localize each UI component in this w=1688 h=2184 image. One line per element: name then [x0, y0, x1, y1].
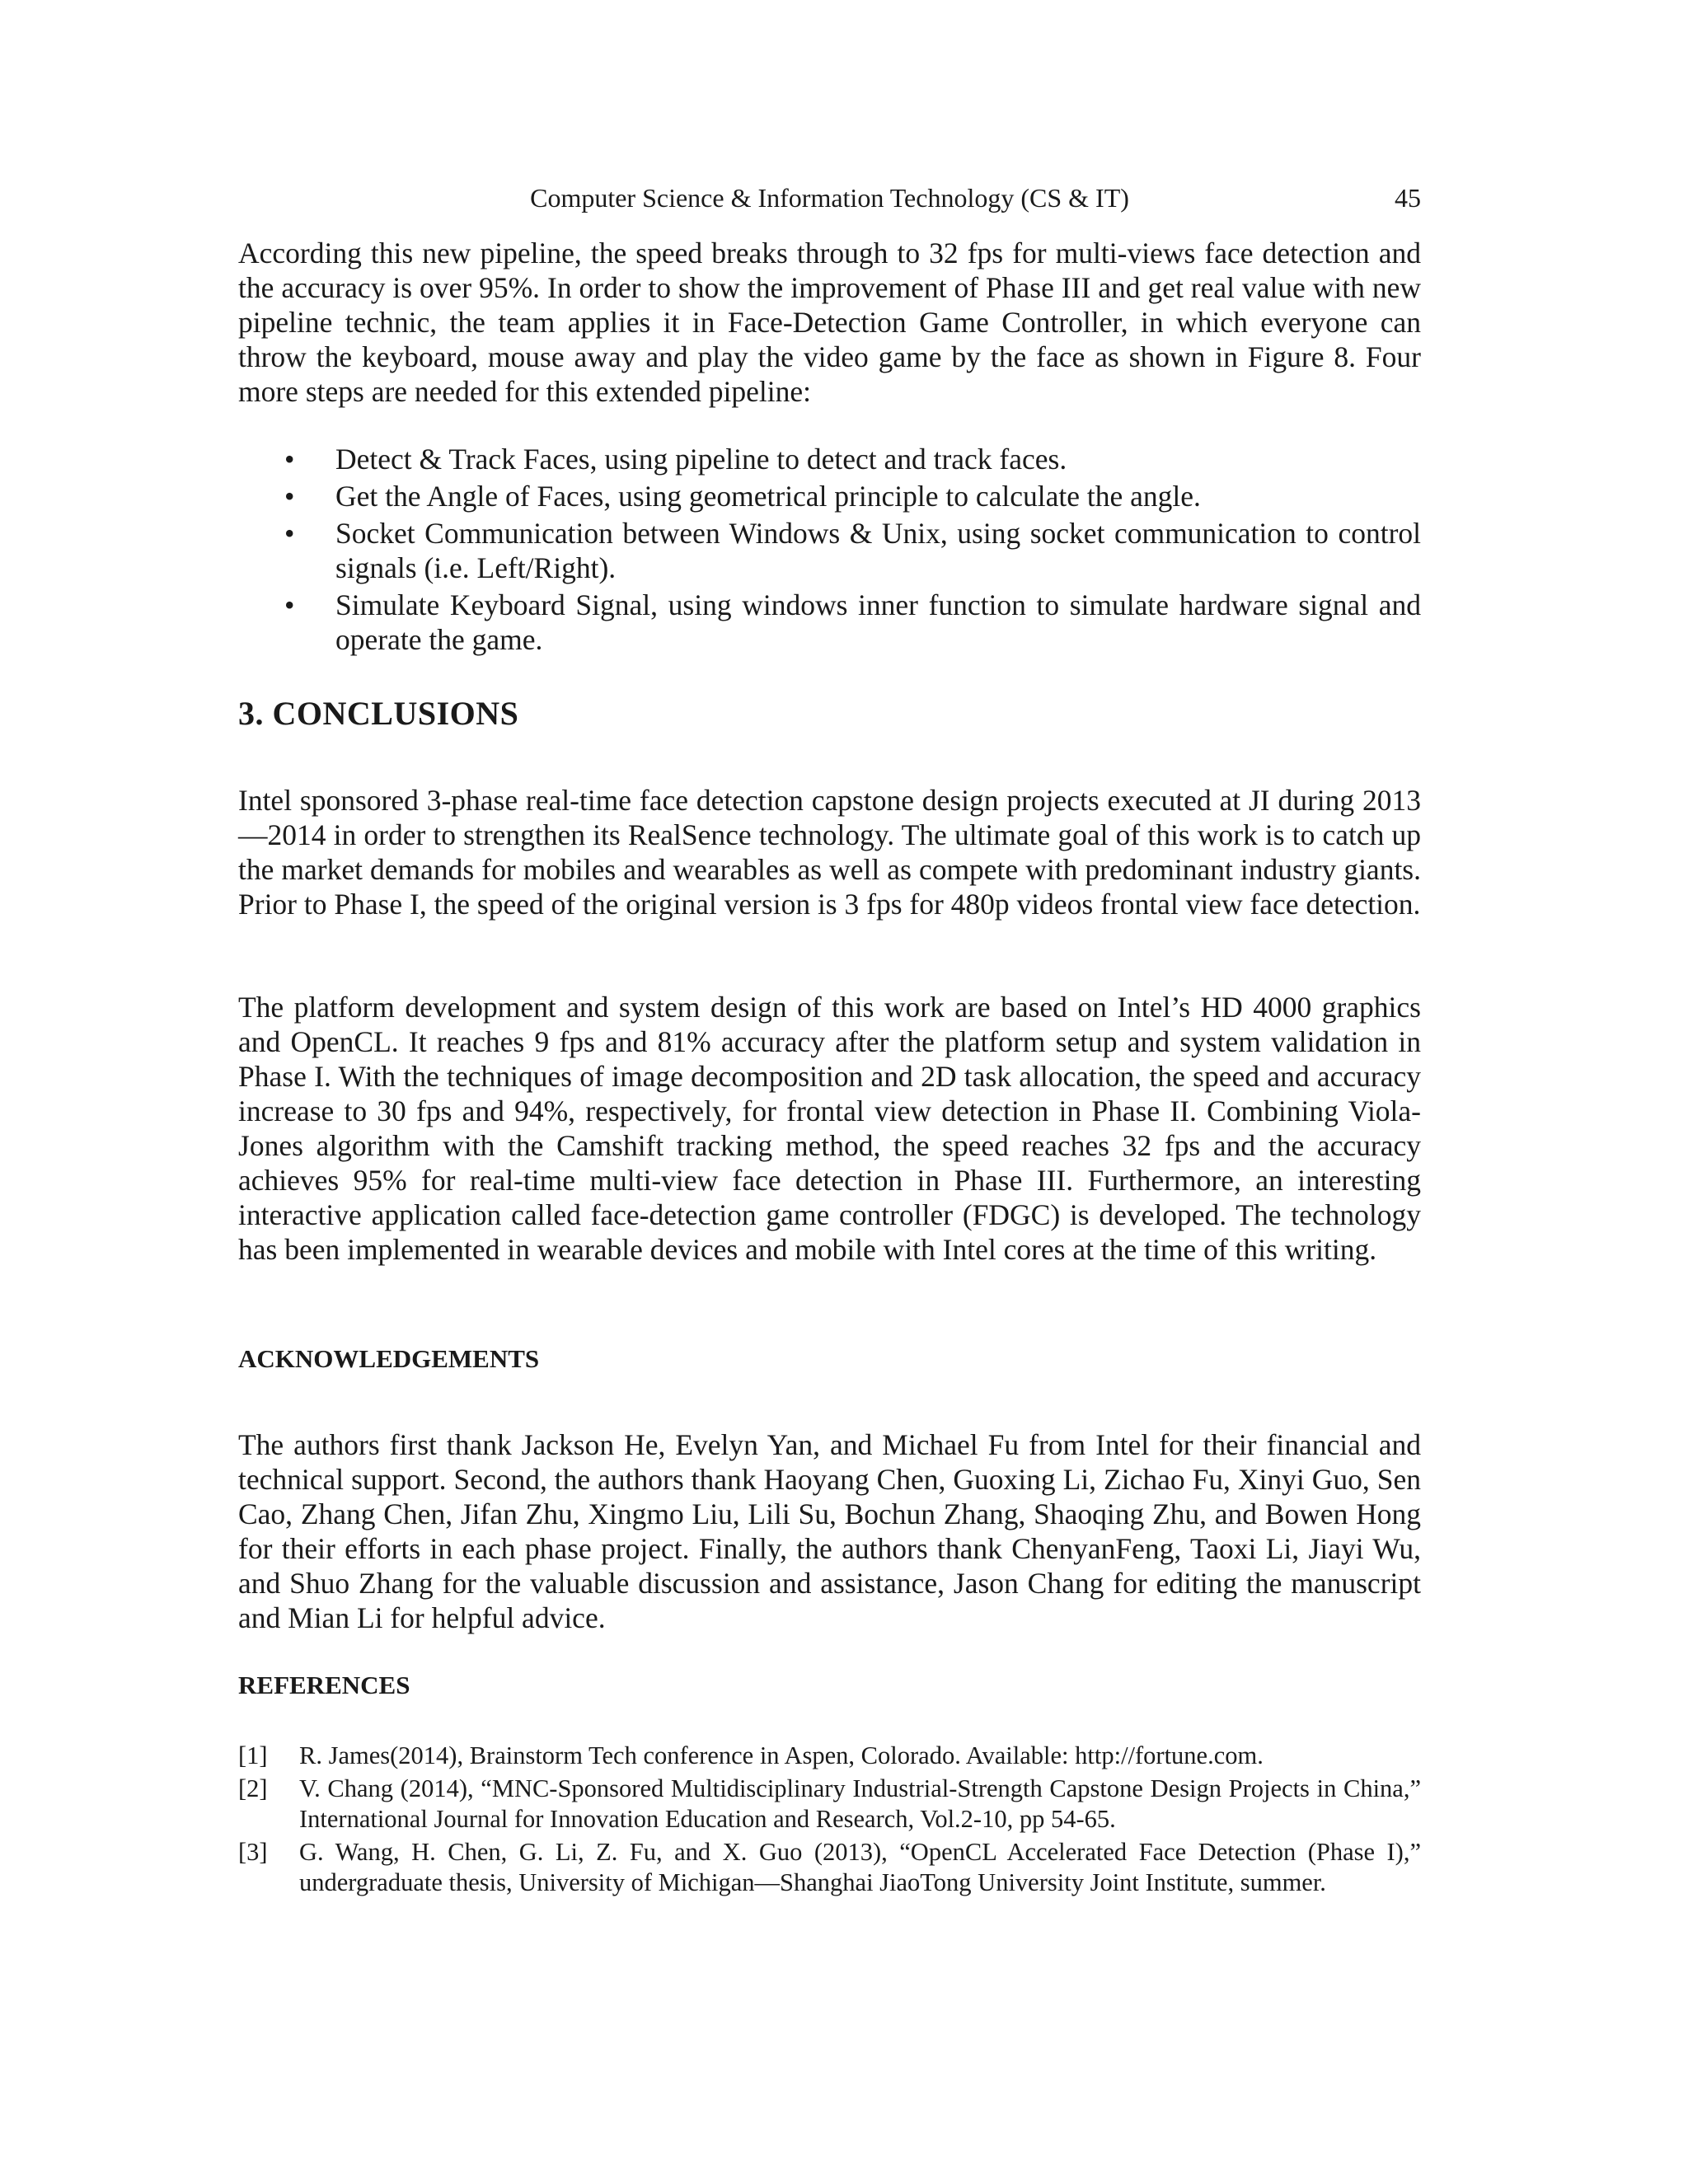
- page-number: 45: [1395, 183, 1421, 213]
- conclusions-block-2: [238, 990, 1421, 1267]
- references-list: [238, 1741, 1421, 1900]
- intro-paragraph: According this new pipeline, the speed breaks through to 32 fps for multi-views face detection and the accuracy is over 95%. In order to show the improvement of Phase III and get real value with new pipeline technic, the team applies it in Face-Detection Game Controller, in which everyone can throw the keyboard, mouse away and play the video game by the face as shown in Figure 8. Four more steps are needed for this extended pipeline:: [238, 237, 1421, 408]
- reference-item: [238, 1774, 1421, 1835]
- reference-text: G. Wang, H. Chen, G. Li, Z. Fu, and X. Guo (2013), “OpenCL Accelerated Face Detection (Phase I),” undergraduate thesis, University of Michigan—Shanghai JiaoTong University Joint Institute, summer.: [299, 1838, 1421, 1896]
- acknowledgements-block: [238, 1427, 1421, 1635]
- reference-number: [1]: [238, 1741, 268, 1769]
- list-item: [238, 442, 1421, 476]
- conclusions-paragraph-1: Intel sponsored 3-phase real-time face detection capstone design projects executed at JI during 2013—2014 in order to strengthen its RealSence technology. The ultimate goal of this work is to catch up the market demands for mobiles and wearables as well as compete with predominant industry giants. Prior to Phase I, the speed of the original version is 3 fps for 480p videos frontal view face detection.: [238, 784, 1421, 921]
- list-item: [238, 479, 1421, 513]
- reference-item: [238, 1837, 1421, 1898]
- list-item-text: Simulate Keyboard Signal, using windows inner function to simulate hardware signal and operate the game.: [335, 588, 1421, 656]
- running-title: Computer Science & Information Technology (CS & IT): [530, 183, 1129, 213]
- conclusions-block: [238, 783, 1421, 921]
- list-item: [238, 516, 1421, 585]
- intro-block: [238, 236, 1421, 409]
- conclusions-paragraph-2: The platform development and system design of this work are based on Intel’s HD 4000 graphics and OpenCL. It reaches 9 fps and 81% accuracy after the platform setup and system validation in Phase I. With the techniques of image decomposition and 2D task allocation, the speed and accuracy increase to 30 fps and 94%, respectively, for frontal view detection in Phase II. Combining Viola-Jones algorithm with the Camshift tracking method, the speed reaches 32 fps and the accuracy achieves 95% for real-time multi-view face detection in Phase III. Furthermore, an interesting interactive application called face-detection game controller (FDGC) is developed. The technology has been implemented in wearable devices and mobile with Intel cores at the time of this writing.: [238, 991, 1421, 1266]
- bullet-icon: •: [284, 588, 295, 621]
- acknowledgements-heading: ACKNOWLEDGEMENTS: [238, 1344, 540, 1373]
- bullet-icon: •: [284, 443, 295, 476]
- list-item-text: Socket Communication between Windows & Unix, using socket communication to control signals (i.e. Left/Right).: [335, 517, 1421, 584]
- list-item-text: Get the Angle of Faces, using geometrical principle to calculate the angle.: [335, 480, 1201, 513]
- list-item-text: Detect & Track Faces, using pipeline to detect and track faces.: [335, 443, 1067, 476]
- acknowledgements-paragraph: The authors first thank Jackson He, Evelyn Yan, and Michael Fu from Intel for their financial and technical support. Second, the authors thank Haoyang Chen, Guoxing Li, Zichao Fu, Xinyi Guo, Sen Cao, Zhang Chen, Jifan Zhu, Xingmo Liu, Lili Su, Bochun Zhang, Shaoqing Zhu, and Bowen Hong for their efforts in each phase project. Finally, the authors thank ChenyanFeng, Taoxi Li, Jiayi Wu, and Shuo Zhang for the valuable discussion and assistance, Jason Chang for editing the manuscript and Mian Li for helpful advice.: [238, 1428, 1421, 1634]
- reference-number: [2]: [238, 1774, 268, 1802]
- running-header: [238, 183, 1421, 216]
- reference-number: [3]: [238, 1838, 268, 1866]
- reference-item: [238, 1741, 1421, 1771]
- reference-text: R. James(2014), Brainstorm Tech conference in Aspen, Colorado. Available: http://fortune.com.: [299, 1741, 1264, 1769]
- reference-text: V. Chang (2014), “MNC-Sponsored Multidisciplinary Industrial-Strength Capstone Design Projects in China,” International Journal for Innovation Education and Research, Vol.2-10, pp 54-65.: [299, 1774, 1421, 1833]
- bullet-icon: •: [284, 480, 295, 513]
- pipeline-steps-list: [238, 442, 1421, 659]
- bullet-icon: •: [284, 517, 295, 550]
- list-item: [238, 588, 1421, 657]
- conclusions-heading: 3. CONCLUSIONS: [238, 695, 519, 732]
- references-heading: REFERENCES: [238, 1671, 410, 1699]
